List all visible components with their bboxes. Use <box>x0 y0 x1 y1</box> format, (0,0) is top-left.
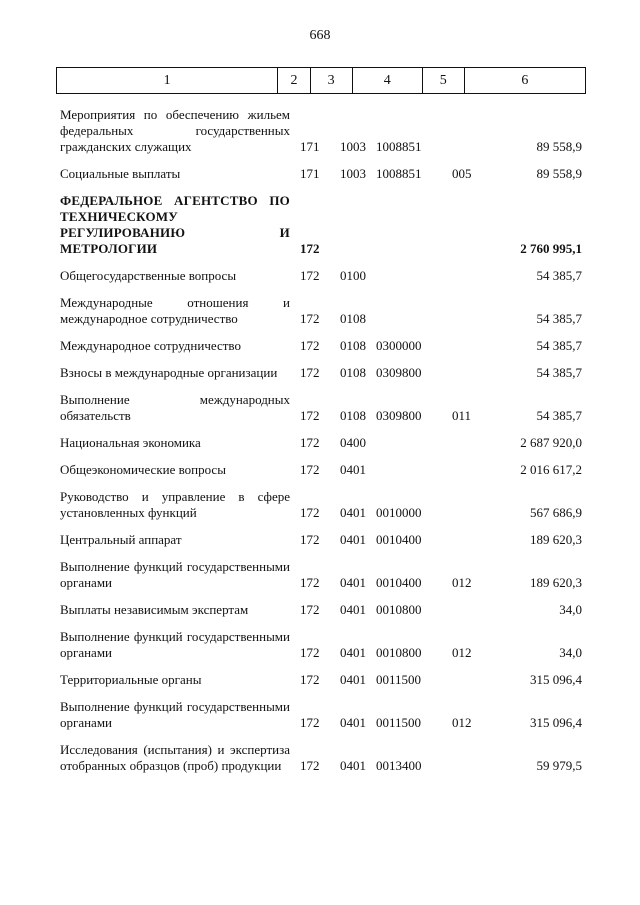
row-col-3: 0401 <box>340 645 366 660</box>
row-col-5: 005 <box>452 166 472 181</box>
table-row <box>60 392 586 424</box>
row-col-2: 172 <box>300 365 320 380</box>
row-name: Социальные выплаты <box>60 166 181 181</box>
row-col-2: 172 <box>300 715 320 730</box>
row-col-3: 1003 <box>340 166 366 181</box>
row-col-2: 171 <box>300 139 320 154</box>
row-amount: 2 687 920,0 <box>520 435 582 450</box>
row-amount: 2 016 617,2 <box>520 462 582 477</box>
row-name: Международное сотрудничество <box>60 338 241 353</box>
row-name: Выполнение функций государственными органами <box>60 629 290 660</box>
row-col-4: 0010400 <box>376 575 422 590</box>
row-col-2: 172 <box>300 435 320 450</box>
row-col-4: 1008851 <box>376 166 422 181</box>
row-name: Международные отношения и международное сотрудничество <box>60 295 290 326</box>
row-col-3: 0108 <box>340 365 366 380</box>
row-col-3: 0401 <box>340 462 366 477</box>
row-amount: 34,0 <box>559 602 582 617</box>
row-col-4: 0010800 <box>376 602 422 617</box>
table-row <box>60 295 586 327</box>
row-col-4: 0010000 <box>376 505 422 520</box>
row-amount: 54 385,7 <box>536 268 582 283</box>
row-name: Национальная экономика <box>60 435 201 450</box>
row-name: Общеэкономические вопросы <box>60 462 226 477</box>
row-amount: 315 096,4 <box>530 715 582 730</box>
row-col-2: 172 <box>300 758 320 773</box>
row-col-3: 0401 <box>340 532 366 547</box>
row-amount: 89 558,9 <box>536 139 582 154</box>
row-col-3: 0400 <box>340 435 366 450</box>
row-col-5: 012 <box>452 645 472 660</box>
table-row-agency <box>60 193 586 257</box>
header-col-1: 1 <box>163 72 171 88</box>
row-col-3: 0100 <box>340 268 366 283</box>
row-col-3: 0401 <box>340 758 366 773</box>
row-col-4: 0309800 <box>376 365 422 380</box>
row-col-2: 172 <box>300 645 320 660</box>
row-col-2: 172 <box>300 268 320 283</box>
row-col-4: 1008851 <box>376 139 422 154</box>
table-row <box>60 602 586 618</box>
table-row <box>60 559 586 591</box>
table-row <box>60 532 586 548</box>
row-name: Взносы в международные организации <box>60 365 278 380</box>
row-amount: 189 620,3 <box>530 575 582 590</box>
row-col-5: 011 <box>452 408 472 423</box>
row-name: Общегосударственные вопросы <box>60 268 237 283</box>
table-row <box>60 268 586 284</box>
row-col-3: 0108 <box>340 338 366 353</box>
row-col-4: 0010400 <box>376 532 422 547</box>
row-amount: 189 620,3 <box>530 532 582 547</box>
row-name: Выплаты независимым экспертам <box>60 602 249 617</box>
row-col-3: 1003 <box>340 139 366 154</box>
row-col-2: 172 <box>300 672 320 687</box>
table-row <box>60 166 586 182</box>
row-amount: 2 760 995,1 <box>520 241 582 256</box>
row-col-3: 0401 <box>340 575 366 590</box>
header-col-3: 3 <box>310 68 352 93</box>
header-col-6: 6 <box>464 68 585 93</box>
row-col-4: 0013400 <box>376 758 422 773</box>
row-amount: 54 385,7 <box>536 365 582 380</box>
table-row <box>60 365 586 381</box>
row-amount: 54 385,7 <box>536 408 582 423</box>
row-name: ФЕДЕРАЛЬНОЕ АГЕНТСТВО ПО ТЕХНИЧЕСКОМУ РЕГУЛИРОВАНИЮ И МЕТРОЛОГИИ <box>60 193 290 256</box>
row-amount: 54 385,7 <box>536 311 582 326</box>
row-amount: 315 096,4 <box>530 672 582 687</box>
row-name: Выполнение функций государственными органами <box>60 699 290 730</box>
row-amount: 567 686,9 <box>530 505 582 520</box>
row-col-4: 0309800 <box>376 408 422 423</box>
row-col-2: 172 <box>300 602 320 617</box>
row-col-2: 172 <box>300 575 320 590</box>
row-col-3: 0401 <box>340 602 366 617</box>
table-row <box>60 338 586 354</box>
row-col-4: 0011500 <box>376 715 422 730</box>
row-name: Центральный аппарат <box>60 532 182 547</box>
table-row <box>60 672 586 688</box>
row-col-3: 0108 <box>340 408 366 423</box>
table-header <box>56 67 586 94</box>
table-row <box>60 629 586 661</box>
row-name: Руководство и управление в сфере установленных функций <box>60 489 290 520</box>
row-col-4: 0010800 <box>376 645 422 660</box>
row-col-2: 172 <box>300 408 320 423</box>
row-col-2: 172 <box>300 532 320 547</box>
table-row <box>60 742 586 774</box>
table-row <box>60 107 586 155</box>
header-col-4: 4 <box>352 68 422 93</box>
row-col-2: 172 <box>300 462 320 477</box>
row-name: Выполнение международных обязательств <box>60 392 290 423</box>
row-name: Территориальные органы <box>60 672 202 687</box>
table-row <box>60 489 586 521</box>
row-col-4: 0011500 <box>376 672 422 687</box>
row-col-2: 172 <box>300 311 320 326</box>
row-col-2: 172 <box>300 338 320 353</box>
row-col-3: 0401 <box>340 505 366 520</box>
row-amount: 59 979,5 <box>536 758 582 773</box>
header-col-2: 2 <box>277 68 309 93</box>
row-col-4: 0300000 <box>376 338 422 353</box>
header-col-5: 5 <box>422 68 464 93</box>
page-number: 668 <box>309 28 331 43</box>
row-name: Исследования (испытания) и экспертиза отобранных образцов (проб) продукции <box>60 742 290 773</box>
row-col-3: 0401 <box>340 672 366 687</box>
row-amount: 54 385,7 <box>536 338 582 353</box>
row-name: Выполнение функций государственными органами <box>60 559 290 590</box>
table-row <box>60 462 586 478</box>
row-col-5: 012 <box>452 575 472 590</box>
row-col-2: 172 <box>300 241 320 256</box>
row-col-5: 012 <box>452 715 472 730</box>
row-col-3: 0401 <box>340 715 366 730</box>
row-col-2: 171 <box>300 166 320 181</box>
row-name: Мероприятия по обеспечению жильем федеральных государственных гражданских служащих <box>60 107 290 154</box>
row-col-2: 172 <box>300 505 320 520</box>
row-amount: 34,0 <box>559 645 582 660</box>
row-col-3: 0108 <box>340 311 366 326</box>
row-amount: 89 558,9 <box>536 166 582 181</box>
table-row <box>60 699 586 731</box>
budget-table-body <box>60 107 586 785</box>
table-row <box>60 435 586 451</box>
